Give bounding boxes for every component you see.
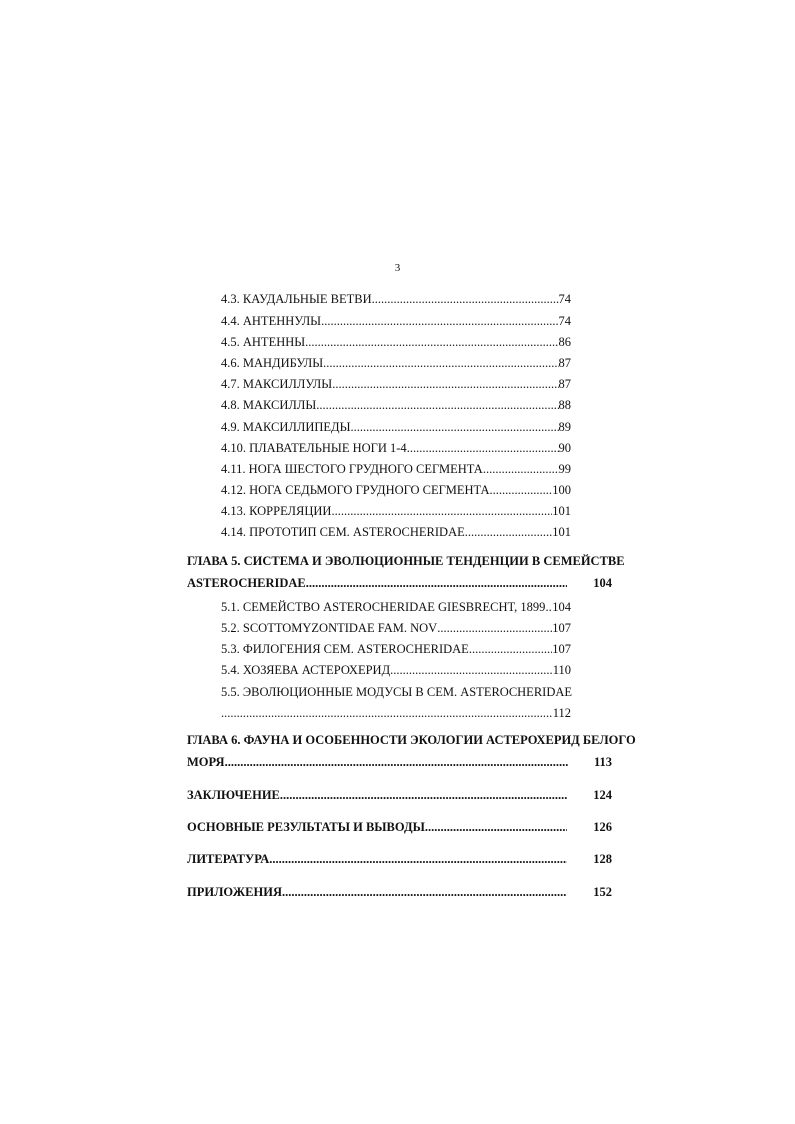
toc-entry[interactable]: 5.2. SCOTTOMYZONTIDAE FAM. NOV ..... 107 bbox=[221, 621, 571, 636]
toc-entry[interactable]: 4.14. ПРОТОТИП СЕМ. ASTEROCHERIDAE ..... 101 bbox=[221, 525, 571, 540]
chapter-6-entry[interactable]: МОРЯ ..... 113 bbox=[187, 755, 612, 770]
toc-entry[interactable]: 4.6. МАНДИБУЛЫ ..... 87 bbox=[221, 356, 571, 371]
toc-main-entry[interactable]: ОСНОВНЫЕ РЕЗУЛЬТАТЫ И ВЫВОДЫ ..... 126 bbox=[187, 820, 612, 835]
toc-entry[interactable]: 4.4. АНТЕННУЛЫ ..... 74 bbox=[221, 314, 571, 329]
toc-entry[interactable]: 4.12. НОГА СЕДЬМОГО ГРУДНОГО СЕГМЕНТА ..... 100 bbox=[221, 483, 571, 498]
toc-entry[interactable]: 5.4. ХОЗЯЕВА АСТЕРОХЕРИД ..... 110 bbox=[221, 663, 571, 678]
chapter-5-heading[interactable]: ГЛАВА 5. СИСТЕМА И ЭВОЛЮЦИОННЫЕ ТЕНДЕНЦИИ В СЕМЕЙСТВЕ bbox=[187, 554, 625, 568]
toc-entry[interactable]: 4.10. ПЛАВАТЕЛЬНЫЕ НОГИ 1-4 ..... 90 bbox=[221, 441, 571, 456]
toc-entry[interactable]: 4.9. МАКСИЛЛИПЕДЫ ..... 89 bbox=[221, 420, 571, 435]
toc-main-entry[interactable]: ПРИЛОЖЕНИЯ ..... 152 bbox=[187, 885, 612, 900]
toc-entry[interactable]: 4.13. КОРРЕЛЯЦИИ ..... 101 bbox=[221, 504, 571, 519]
page-number: 3 bbox=[394, 262, 401, 274]
chapter-6-heading[interactable]: ГЛАВА 6. ФАУНА И ОСОБЕННОСТИ ЭКОЛОГИИ АСТЕРОХЕРИД БЕЛОГО bbox=[187, 733, 636, 747]
toc-entry[interactable]: 4.5. АНТЕННЫ ..... 86 bbox=[221, 335, 571, 350]
toc-entry[interactable]: 5.1. СЕМЕЙСТВО ASTEROCHERIDAE GIESBRECHT, 1899 ..... 104 bbox=[221, 600, 571, 615]
toc-entry[interactable]: 4.3. КАУДАЛЬНЫЕ ВЕТВИ ..... 74 bbox=[221, 292, 571, 307]
toc-entry-5-5-title[interactable]: 5.5. ЭВОЛЮЦИОННЫЕ МОДУСЫ В СЕМ. ASTEROCHERIDAE bbox=[221, 685, 573, 699]
toc-main-entry[interactable]: ЗАКЛЮЧЕНИЕ ..... 124 bbox=[187, 788, 612, 803]
chapter-5-entry[interactable]: ASTEROCHERIDAE ..... 104 bbox=[187, 576, 612, 591]
toc-entry[interactable]: 4.11. НОГА ШЕСТОГО ГРУДНОГО СЕГМЕНТА ..... 99 bbox=[221, 462, 571, 477]
toc-entry[interactable]: 4.8. МАКСИЛЛЫ ..... 88 bbox=[221, 398, 571, 413]
toc-entry[interactable]: 5.3. ФИЛОГЕНИЯ СЕМ. ASTEROCHERIDAE ..... 107 bbox=[221, 642, 571, 657]
toc-entry[interactable]: 4.7. МАКСИЛЛУЛЫ ..... 87 bbox=[221, 377, 571, 392]
toc-main-entry[interactable]: ЛИТЕРАТУРА ..... 128 bbox=[187, 852, 612, 867]
toc-entry-5-5-page[interactable]: ..... 112 bbox=[221, 706, 571, 721]
